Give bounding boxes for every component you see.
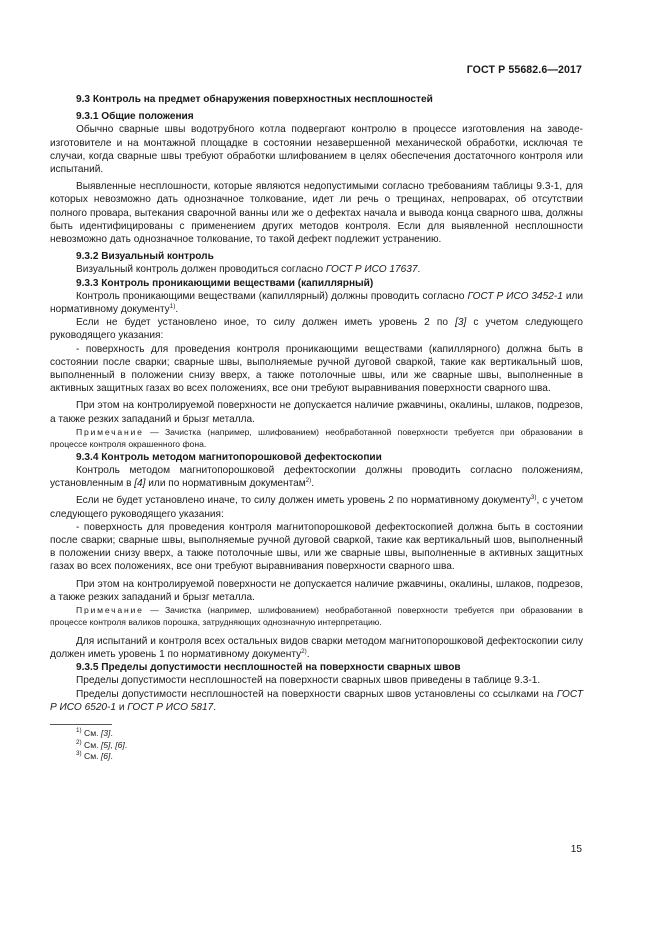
text-run: или по нормативным документам xyxy=(145,478,306,490)
footnote xyxy=(50,751,583,763)
section-9-3-title: 9.3 Контроль на предмет обнаружения поверхностных несплошностей xyxy=(76,94,433,105)
footnote-divider xyxy=(50,724,112,725)
text-run: Если не будет установлено иное, то силу должен иметь уровень 2 по xyxy=(76,317,456,329)
paragraph: - поверхность для проведения контроля магнитопорошковой дефектоскопией должна быть в состоянии после сварки; сварные швы, выполняемые ручной дуговой сваркой, такие как вертикальный шов, выполненный в положении снизу вверх, а также потолочные швы, или же сварные швы, выполненные в активных защитных газах во всех положениях, все они требуют выравнивания поверхности сварного шва. xyxy=(50,521,583,573)
bibliography-reference: [6] xyxy=(100,751,111,762)
paragraph xyxy=(50,494,583,520)
footnote-mark: 2) xyxy=(76,738,82,746)
paragraph: При этом на контролируемой поверхности не допускается наличие ржавчины, окалины, шлаков, подрезов, а также резких западаний и брызг металла. xyxy=(50,400,583,425)
standard-header: ГОСТ Р 55682.6—2017 xyxy=(466,64,582,76)
text-run: и xyxy=(116,701,128,713)
text-run: . xyxy=(311,478,315,490)
note xyxy=(50,426,583,451)
note-label: Примечание xyxy=(76,426,144,437)
text-run: с учетом следующего руководящего указания: xyxy=(50,317,583,342)
paragraph: Пределы допустимости несплошностей на поверхности сварных швов приведены в таблице 9.3-1. xyxy=(76,675,541,687)
footnote xyxy=(50,728,583,740)
footnote-mark: 3) xyxy=(530,494,537,502)
paragraph xyxy=(50,635,583,661)
standard-reference: ГОСТ Р ИСО 6520-1 xyxy=(50,688,583,713)
footnote-mark: 1) xyxy=(76,727,82,735)
text-run: Если не будет установлено иначе, то силу должен иметь уровень 2 по нормативному документу xyxy=(76,495,531,507)
text-run: . xyxy=(110,727,113,738)
text-run: Для испытаний и контроля всех остальных видов сварки методом магнитопорошковой дефектоскопии силу должен иметь уровень 1 по нормативному документу xyxy=(50,635,583,660)
text-run: . xyxy=(110,751,113,762)
standard-reference: ГОСТ Р ИСО 3452-1 xyxy=(467,290,563,302)
page-content xyxy=(50,93,583,763)
bibliography-reference: [4] xyxy=(134,478,146,490)
section-9-3-2-title: 9.3.2 Визуальный контроль xyxy=(76,251,214,263)
footnote-mark: 2) xyxy=(305,477,312,485)
note xyxy=(50,604,583,629)
section-9-3-5-title: 9.3.5 Пределы допустимости несплошностей на поверхности сварных швов xyxy=(76,662,461,674)
standard-reference: ГОСТ Р ИСО 5817 xyxy=(127,701,214,713)
paragraph xyxy=(50,316,583,342)
text-run: или нормативному документу xyxy=(50,290,583,316)
text-run: См. xyxy=(81,727,101,738)
paragraph: При этом на контролируемой поверхности не допускается наличие ржавчины, окалины, шлаков, подрезов, а также резких западаний и брызг металла. xyxy=(50,578,583,603)
page-number: 15 xyxy=(570,844,582,855)
note-text: — Зачистка (например, шлифованием) необработанной поверхности требуется при образовании в процессе контроля валиков порошка, затрудняющих однозначную интерпретацию. xyxy=(50,604,583,628)
section-9-3-1-title: 9.3.1 Общие положения xyxy=(76,111,194,123)
footnote-mark: 3) xyxy=(76,750,82,758)
footnote-mark: 2) xyxy=(301,648,307,656)
section-9-3-3-title: 9.3.3 Контроль проникающими веществами (капиллярный) xyxy=(76,277,374,289)
bibliography-reference: [3] xyxy=(100,727,111,738)
paragraph xyxy=(50,464,583,490)
note-label: Примечание xyxy=(76,604,144,615)
paragraph xyxy=(50,290,583,316)
paragraph xyxy=(50,263,583,276)
text-run: Контроль методом магнитопорошковой дефектоскопии должны проводить согласно положениям, установленным в xyxy=(50,464,583,490)
text-run: Контроль проникающими веществами (капиллярный) должны проводить согласно xyxy=(76,290,468,302)
footnote xyxy=(50,740,583,752)
paragraph: - поверхность для проведения контроля проникающими веществами (капиллярного) должна быть в состоянии после сварки; сварные швы, выполняемые ручной дуговой сваркой, такие как вертикальный шов, выполненный в положении снизу вверх, а также потолочные швы, или же сварные швы, выполненные в активных защитных газах во всех положениях, все они требуют выравнивания поверхности сварного шва. xyxy=(50,343,583,395)
text-run: . xyxy=(213,701,217,713)
text-run: См. xyxy=(81,751,101,762)
text-run: Пределы допустимости несплошностей на поверхности сварных швов установлены со ссылками на xyxy=(76,688,557,700)
text-run: . xyxy=(124,739,128,750)
paragraph: Выявленные несплошности, которые являются недопустимыми согласно требованиям таблицы 9.3-1, для которых невозможно дать однозначное толкование, идет ли речь о трещинах, непроварах, об отсутствии полного провара, вытекания сварочной ванны или же о дефектах начала и вывода конца сварного шва, должны быть идентифицированы с применением других методов контроля. Если для выявленной несплошности невозможно дать однозначное толкование, то такой дефект подлежит устранению. xyxy=(50,181,583,246)
bibliography-reference: [5], [6] xyxy=(100,739,125,750)
footnote-mark: 1) xyxy=(169,303,176,311)
note-text: — Зачистка (например, шлифованием) необработанной поверхности требуется при образовании в процессе контроля окрашенного фона. xyxy=(50,426,583,450)
paragraph: Обычно сварные швы водотрубного котла подвергают контролю в процессе изготовления на заводе-изготовителе и на монтажной площадке в состоянии незавершенной механической обработки, исключая те случаи, когда сварные швы требуют обработки шлифованием в целях обеспечения достаточного контроля или испытаний. xyxy=(50,124,583,176)
section-9-3-4-title: 9.3.4 Контроль методом магнитопорошковой дефектоскопии xyxy=(76,451,382,463)
standard-reference: ГОСТ Р ИСО 17637 xyxy=(325,264,418,276)
text-run: . xyxy=(417,264,421,276)
text-run: . xyxy=(306,648,310,660)
text-run: См. xyxy=(81,739,101,750)
text-run: , с учетом следующего руководящего указания: xyxy=(50,495,584,520)
bibliography-reference: [3] xyxy=(455,317,467,329)
text-run: . xyxy=(175,304,179,316)
text-run: Визуальный контроль должен проводиться согласно xyxy=(76,264,326,276)
paragraph xyxy=(50,688,583,714)
